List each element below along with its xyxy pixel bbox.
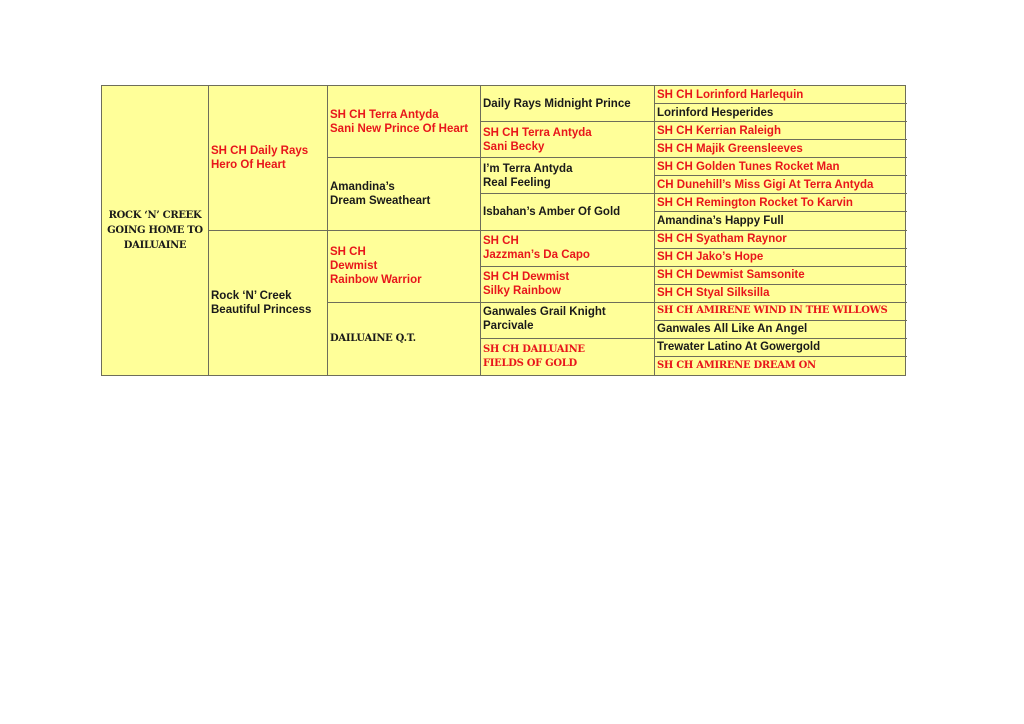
great-grandparent-5: SH CH Jazzman’s Da Capo <box>481 231 655 267</box>
ggg-9: SH CH Syatham Raynor <box>655 231 907 249</box>
maternal-granddam-name: DAILUAINE Q.T. <box>328 303 481 375</box>
ggg-8: Amandina’s Happy Full <box>655 212 907 230</box>
dam-name: Rock ‘N’ Creek Beautiful Princess <box>209 231 328 376</box>
paternal-granddam-name: Amandina’s Dream Sweatheart <box>328 158 481 230</box>
paternal-grandsire-name: SH CH Terra Antyda Sani New Prince Of Heart <box>328 86 481 158</box>
ggg-3: SH CH Kerrian Raleigh <box>655 122 907 140</box>
sire-name: SH CH Daily Rays Hero Of Heart <box>209 86 328 231</box>
ggg-7: SH CH Remington Rocket To Karvin <box>655 194 907 212</box>
ggg-5: SH CH Golden Tunes Rocket Man <box>655 158 907 176</box>
ggg-11: SH CH Dewmist Samsonite <box>655 267 907 285</box>
great-grandparent-8: SH CH DAILUAINE FIELDS OF GOLD <box>481 339 655 375</box>
maternal-grandsire-name: SH CH Dewmist Rainbow Warrior <box>328 231 481 303</box>
great-grandparent-7: Ganwales Grail Knight Parcivale <box>481 303 655 339</box>
ggg-6: CH Dunehill’s Miss Gigi At Terra Antyda <box>655 176 907 194</box>
ggg-1: SH CH Lorinford Harlequin <box>655 86 907 104</box>
ggg-13: SH CH AMIRENE WIND IN THE WILLOWS <box>655 303 907 321</box>
great-grandparent-1: Daily Rays Midnight Prince <box>481 86 655 122</box>
ggg-4: SH CH Majik Greensleeves <box>655 140 907 158</box>
great-grandparent-4: Isbahan’s Amber Of Gold <box>481 194 655 230</box>
subject-dog-name: ROCK ‘N’ CREEK GOING HOME TO DAILUAINE <box>102 86 209 375</box>
ggg-14: Ganwales All Like An Angel <box>655 321 907 339</box>
ggg-10: SH CH Jako’s Hope <box>655 249 907 267</box>
ggg-15: Trewater Latino At Gowergold <box>655 339 907 357</box>
great-grandparent-6: SH CH Dewmist Silky Rainbow <box>481 267 655 303</box>
pedigree-table <box>101 85 906 376</box>
great-grandparent-2: SH CH Terra Antyda Sani Becky <box>481 122 655 158</box>
great-grandparent-3: I’m Terra Antyda Real Feeling <box>481 158 655 194</box>
ggg-2: Lorinford Hesperides <box>655 104 907 122</box>
ggg-12: SH CH Styal Silksilla <box>655 285 907 303</box>
ggg-16: SH CH AMIRENE DREAM ON <box>657 359 816 371</box>
